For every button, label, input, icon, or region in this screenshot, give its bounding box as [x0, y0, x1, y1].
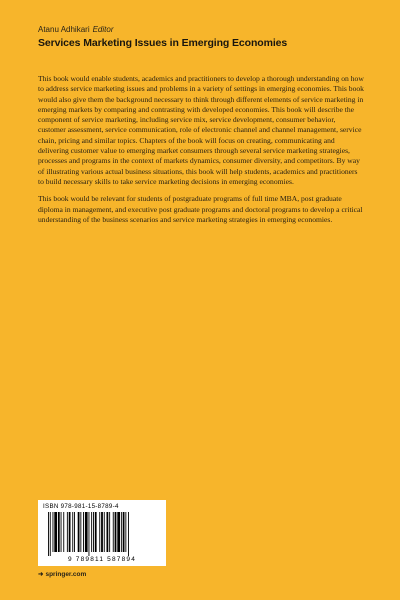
barcode-bar [91, 512, 92, 552]
arrow-right-icon: ➜ [38, 571, 44, 578]
barcode-bar [83, 512, 84, 552]
barcode-bar [128, 512, 129, 556]
publisher-link[interactable] [38, 570, 86, 578]
barcode-bar [58, 512, 60, 552]
barcode-bar [125, 512, 126, 552]
barcode-bar [72, 512, 73, 552]
barcode-bar [95, 512, 97, 552]
barcode-bar [89, 512, 90, 556]
editor-name: Atanu Adhikari [38, 25, 90, 34]
description-paragraph-2: This book would be relevant for students of postgraduate programs of full time MBA, post graduate diploma in management, and executive post graduate programs and doctoral programs to develop a critical understanding of the business scenarios and service marketing strategies in emerging economies. [38, 194, 363, 224]
barcode-bar [69, 512, 71, 552]
barcode-bar [115, 512, 117, 552]
barcode-bar [50, 512, 51, 556]
editor-role: Editor [92, 25, 114, 34]
publisher-website: springer.com [45, 571, 87, 578]
description-paragraph-1: This book would enable students, academics and practitioners to develop a thorough understanding on how to address service marketing issues and problems in a variety of settings in emerging economies. This book would also give them the background necessary to think through different elements of service marketing in emerging markets by comparing and contrasting with developed economies. This book will describe the component of service marketing, including service mix, service development, consumer behavior, customer assessment, service communication, role of electronic channel and channel management, service chain, pricing and similar topics. Chapters of the book will focus on creating, communicating and delivering customer value to emerging market consumers through several service marketing strategies, processes and programs in the context of markets dynamics, consumer diversity, and competitors. By way of illustrating various actual business situations, this book will help students, academics and practitioners to build necessary skills to take service marketing decisions in emerging economies. [38, 74, 364, 186]
barcode-bar [54, 512, 57, 552]
book-description [38, 74, 364, 232]
book-title: Services Marketing Issues in Emerging Economies [38, 37, 288, 49]
barcode-box [38, 500, 166, 566]
barcode-bar [67, 512, 68, 552]
barcode-bar [80, 512, 81, 552]
barcode-image [48, 512, 158, 556]
barcode-bar [121, 512, 122, 552]
barcode-digits: 9 789811 587894 [67, 556, 137, 563]
barcode-bar [74, 512, 75, 552]
barcode-bar [78, 512, 80, 552]
barcode-bar [63, 512, 64, 552]
barcode-bar [123, 512, 125, 552]
barcode-bar [101, 512, 103, 552]
barcode-bar [99, 512, 100, 552]
barcode-bar [113, 512, 114, 552]
barcode-bar [117, 512, 120, 552]
barcode-bar [93, 512, 94, 552]
editor-line [38, 25, 114, 34]
isbn-label: ISBN 978-981-15-8789-4 [43, 503, 119, 510]
barcode-bar [107, 512, 109, 552]
barcode-bar [104, 512, 105, 552]
barcode-bar [48, 512, 49, 556]
barcode-bar [85, 512, 88, 552]
barcode-bar [61, 512, 62, 552]
barcode-bar [53, 512, 54, 552]
barcode-bar [109, 512, 110, 552]
